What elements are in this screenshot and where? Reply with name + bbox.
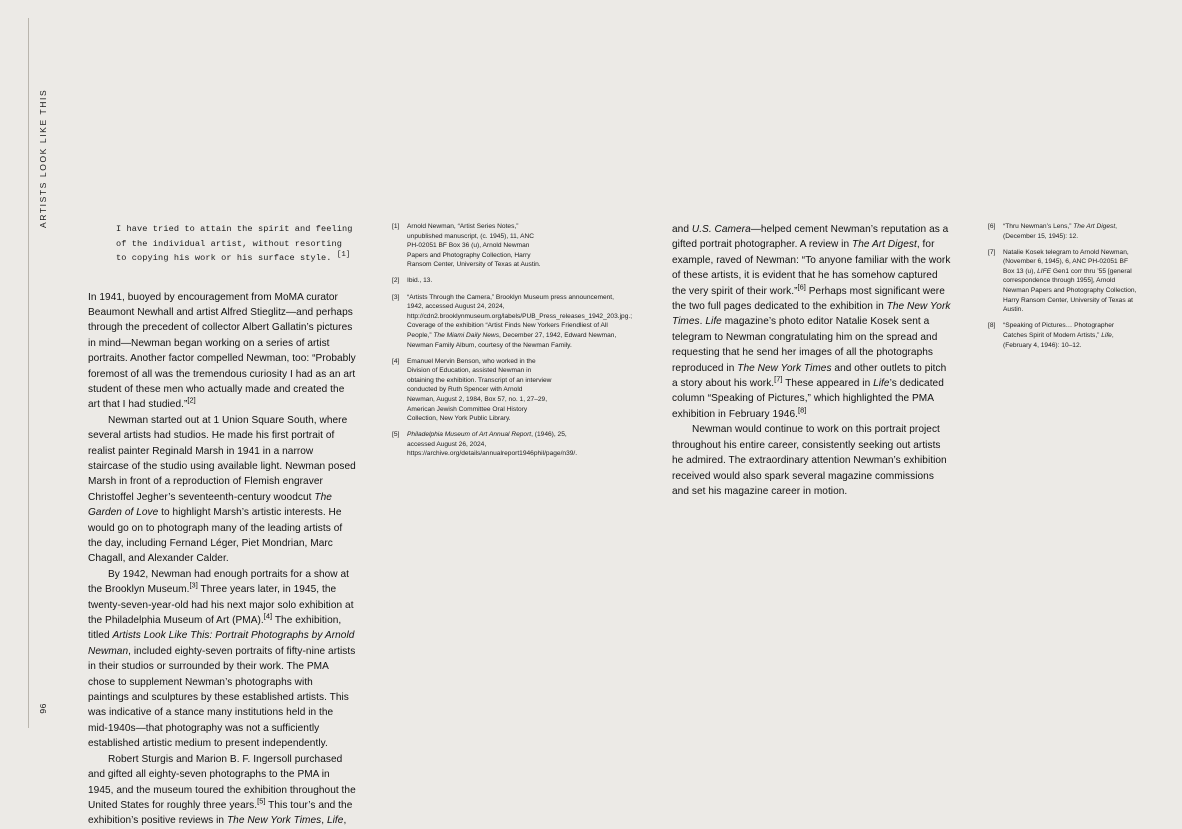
footnote-text: Emanuel Mervin Benson, who worked in the Division of Education, assisted Newman in obtaining the exhibition. Transcript of an interview conducted by Ruth Spencer with Arnold Newman, August 2, 1984, Box 57, no. 1, 27–29, American Jewish Committee Oral History Collection, New York Public Library. (407, 357, 552, 423)
column-body-left (88, 222, 356, 829)
footnote-item (392, 293, 633, 351)
body-paragraph: Newman would continue to work on this portrait project throughout his entire career, consistently seeking out artists he admired. The extraordinary attention Newman’s exhibition received would also spark several magazine commissions and set his magazine career in motion. (672, 424, 947, 497)
body-text-left (88, 290, 356, 829)
body-paragraph: Robert Sturgis and Marion B. F. Ingersoll purchased and gifted all eighty‑seven photographs to the PMA in 1945, and the museum toured the exhibition throughout the United States for roughly three years.[5] This tour’s and the exhibition’s positive reviews in The New York Times, Life, (88, 753, 356, 827)
running-head-title: ARTISTS LOOK LIKE THIS (38, 88, 48, 228)
footnote-item (392, 276, 552, 286)
body-paragraph: In 1941, buoyed by encouragement from MoMA curator Beaumont Newhall and artist Alfred Stieglitz—and perhaps through the precedent of collector Albert Gallatin’s pictures in mind—Newman began working on a series of artist portraits. Another factor compelled Newman, too: “Probably foremost of all was the tremendous curiosity I had as an art student of these men who actually made and created the art that I had studied.”[2] (88, 291, 356, 411)
body-paragraph: and U.S. Camera—helped cement Newman’s reputation as a gifted portrait photographer. A review in The Art Digest, for example, raved of Newman: “To anyone familiar with the work of these artists, it is evident that he has somehow captured the very spirit of their work.”[6] Perhaps most significant were the two full pages dedicated to the exhibition in The New York Times. Life magazine’s photo editor Natalie Kosek sent a telegram to Newman congratulating him on the spread and requesting that he send her images of all the photographs reproduced in The New York Times and other outlets to pitch a story about his work.[7] These appeared in Life’s dedicated column “Speaking of Pictures,” which highlighted the PMA exhibition in February 1946.[8] (672, 224, 951, 420)
body-paragraph: Newman started out at 1 Union Square South, where several artists had studios. He made his first portrait of realist painter Reginald Marsh in 1941 in a narrow staircase of the studio using available light. Newman posed Marsh in front of a reproduction of Flemish engraver Christoffel Jegher’s seventeenth‑century woodcut The Garden of Love to highlight Marsh’s artistic interests. He would go on to photograph many of the leading artists of the day, including Fernand Léger, Piet Mondrian, Marc Chagall, and Alexander Calder. (88, 414, 356, 565)
footnote-number: [4] (392, 357, 400, 365)
footnotes-column-a (392, 222, 633, 466)
footnote-item (988, 248, 1140, 315)
body-text-right (672, 222, 952, 499)
page-folio: 96 (38, 703, 48, 714)
footnote-number: [3] (392, 293, 400, 301)
epigraph-note-ref: [1] (336, 251, 351, 260)
footnote-number: [8] (988, 322, 996, 330)
footnote-item (988, 321, 1140, 350)
footnote-number: [7] (988, 248, 996, 256)
footnote-number: [5] (392, 431, 400, 439)
epigraph-text: I have tried to attain the spirit and feeling of the individual artist, without resorting to copying his work or his surface style. (116, 224, 353, 263)
footnote-text: “Speaking of Pictures… Photographer Catches Spirit of Modern Artists,” Life, (February 4, 1946): 10–12. (1003, 322, 1115, 349)
footnote-number: [6] (988, 223, 996, 230)
footnote-text: “Artists Through the Camera,” Brooklyn Museum press announcement, 1942, accessed August 24, 2024, http://cdn2.brooklynmuseum.org/labels/PUB_Press_releases_1942_203.jpg.; Coverage of the exhibition “Artist Finds New Yorkers Friendliest of All People,” The Miami Daily News, December 27, 1942, Edward Newman, Newman Family Album, courtesy of the Newman Family. (407, 293, 633, 349)
footnote-number: [2] (392, 277, 400, 285)
footnote-text: Philadelphia Museum of Art Annual Report, (1946), 25, accessed August 26, 2024, https://archive.org/details/annualreport1946phil/page/n39/. (407, 431, 578, 458)
running-head (28, 18, 51, 728)
footnote-item (988, 222, 1140, 241)
footnotes-column-b (988, 222, 1140, 357)
footnote-text: “Thru Newman’s Lens,” The Art Digest, (December 15, 1945): 12. (1003, 223, 1117, 240)
footnote-text: Arnold Newman, “Artist Series Notes,” unpublished manuscript, (c. 1945), 11, ANC PH‑02051 BF Box 36 (u), Arnold Newman Papers and Photography Collection, Harry Ransom Center, University of Texas at Austin. (407, 223, 541, 269)
footnote-text: Ibid., 13. (407, 277, 433, 285)
body-paragraph: By 1942, Newman had enough portraits for a show at the Brooklyn Museum.[3] Three years later, in 1945, the twenty‑seven‑year‑old had his next major solo exhibition at the Philadelphia Museum of Art (PMA).[4] The exhibition, titled Artists Look Like This: Portrait Photographs by Arnold Newman, included eighty‑seven portraits of fifty‑nine artists in their studios or surrounded by their work. The PMA chose to supplement Newman’s photographs with paintings and sculptures by these established artists. This was indicative of a stance many institutions held in the mid‑1940s—that photography was not a sufficiently established artistic medium to present independently. (88, 568, 356, 750)
footnote-text: Natalie Kosek telegram to Arnold Newman, (November 6, 1945), 6, ANC PH‑02051 BF Box 13 (u), LIFE Gen1 corr thru ’55 [general correspondence through 1955], Arnold Newman Papers and Photography Collection, Harry Ransom Center, University of Texas at Austin. (1003, 248, 1137, 314)
footnote-item (392, 357, 552, 424)
footnote-item (392, 222, 552, 270)
column-body-right (672, 222, 952, 499)
footnote-number: [1] (392, 223, 400, 230)
epigraph (116, 222, 354, 266)
footnote-item (392, 430, 578, 459)
